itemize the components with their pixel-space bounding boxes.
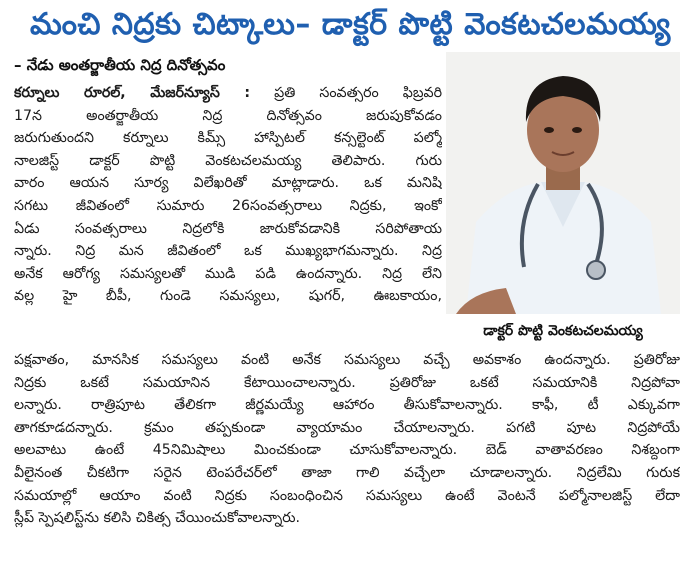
photo-caption: డాక్టర్ పొట్టి వెంకటచలమయ్య [483, 323, 643, 339]
article-line: నిద్రకు ఒకటే సమయానిన కేటాయించాలన్నారు. ప్రతిరోజు ఒకటే సమయానికి నిద్రపోవా [14, 374, 680, 391]
article-line: సమయాల్లో ఆయాం వంటి నిద్రకు సంబంధించిన సమస్యలు ఉంటే వెంటనే పల్మోనాలజిస్ట్ లేదా [14, 487, 680, 504]
article-line: జరుగుతుందని కర్నూలు కిమ్స్ హాస్పిటల్ కన్సల్టెంట్ పల్మో [14, 130, 442, 147]
article-line: అనేక ఆరోగ్య సమస్యలతో ముడి పడి ఉందన్నారు. నిద్ర లేని [14, 265, 442, 282]
doctor-photo [446, 52, 680, 314]
article-line: వల్ల హై బీపీ, గుండె సమస్యలు, షుగర్, ఊబకాయం, [14, 288, 442, 305]
article-body-full-width [14, 349, 680, 575]
article-line: అలవాటు ఉంటే 45నిమిషాలు మించకుండా చూసుకోవాలన్నారు. బెడ్ వాతావరణం నిశబ్దంగా [14, 442, 680, 459]
article-line: న్నారు. నిద్ర మన జీవితంలో ఒక ముఖ్యభాగమన్నారు. నిద్ర [14, 243, 442, 260]
headline-bar [0, 0, 694, 50]
article-headline: మంచి నిద్రకు చిట్కాలు– డాక్టర్ పొట్టి వెంకటచలమయ్య [30, 7, 671, 42]
article-line [14, 82, 442, 105]
article-line: వీలైనంత చీకటిగా సరైన టెంపరేచర్‌లో తాజా గాలి వచ్చేలా చూడాలన్నారు. నిద్రలేమి గురుక [14, 464, 680, 481]
article-line: సగటు జీవితంలో సుమారు 26సంవత్సరాలు నిద్రకు, ఇంకో [14, 197, 442, 214]
doctor-portrait-image [446, 52, 680, 314]
article-line: నాలజిస్ట్ డాక్టర్ పొట్టి వెంకటచలమయ్య తెలిపారు. గురు [14, 152, 442, 169]
article-line: పక్షవాతం, మానసిక సమస్యలు వంటి అనేక సమస్యలు వచ్చే అవకాశం ఉందన్నారు. ప్రతిరోజు [14, 352, 680, 368]
article-line: ఏడు సంవత్సరాలు నిద్రలోకి జారుకోవడానికి సరిపోతాయ [14, 220, 442, 237]
article-body-left-column [14, 82, 442, 348]
article-line-text: ప్రతి సంవత్సరం ఫిబ్రవరి [274, 85, 442, 101]
article-line: లన్నారు. రాత్రిపూట తేలికగా జీర్ణమయ్యే ఆహారం తీసుకోవాలన్నారు. కాఫీ, టీ ఎక్కువగా [14, 397, 680, 414]
article-line: 17న అంతర్జాతీయ నిద్ర దినోత్సవం జరుపుకోవడం [14, 107, 442, 124]
article-line: వారం ఆయన సూర్య విలేఖరితో మాట్లాడారు. ఒక మనిషి [14, 175, 442, 192]
dateline: కర్నూలు రూరల్, మేజర్‌న్యూస్ : [14, 85, 251, 101]
article-line: తాగకూడదన్నారు. క్రమం తప్పకుండా వ్యాయామం చేయాలన్నారు. పగటి పూట నిద్రపోయే [14, 419, 680, 436]
article-line: స్లీప్ స్పెషలిస్ట్‌ను కలిసి చికిత్స చేయించుకోవాలన్నారు. [14, 510, 301, 527]
article-subhead: – నేడు అంతర్జాతీయ నిద్ర దినోత్సవం [14, 56, 226, 74]
